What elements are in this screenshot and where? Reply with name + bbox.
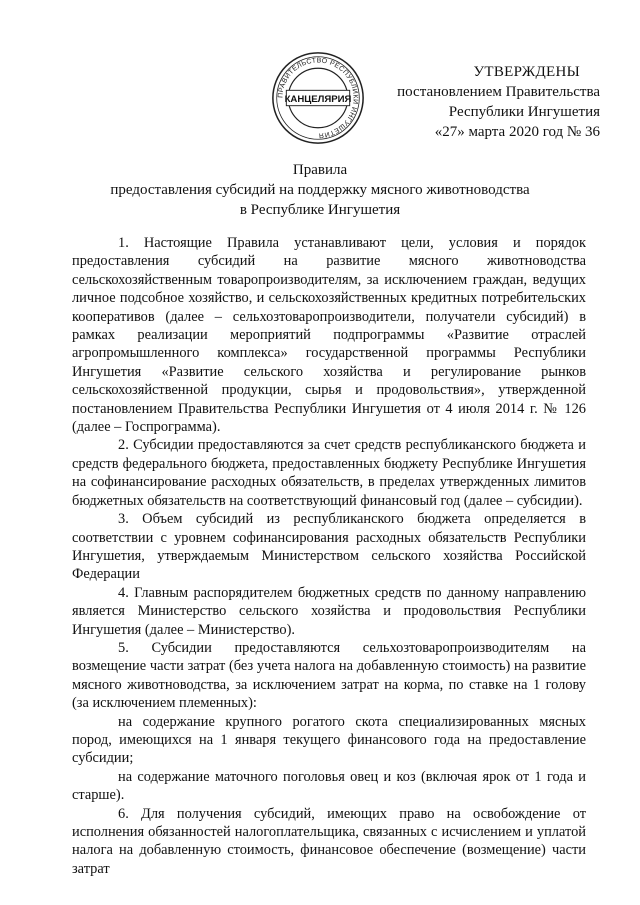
title-line: в Республике Ингушетия: [239, 202, 401, 218]
paragraph-5-item-cattle: на содержание крупного рогатого скота специализированных мясных пород, имеющихся на 1 января текущего финансового года на предоставление субсидии;: [72, 713, 586, 767]
paragraph-4: 4. Главным распорядителем бюджетных средств по данному направлению является Министерство сельского хозяйства и продовольствия Республики Ингушетия (далее – Министерство).: [72, 584, 586, 638]
title-line: Правила: [292, 162, 348, 178]
paragraph-2: 2. Субсидии предоставляются за счет средств республиканского бюджета и средств федерального бюджета, предоставленных бюджету Республике Ингушетия на софинансирование расходных обязательств, в пределах утвержденных лимитов бюджетных обязательств на соответствующий финансовый год (далее – субсидии).: [72, 437, 586, 509]
paragraph-5-item-sheep: на содержание маточного поголовья овец и коз (включая ярок от 1 года и старше).: [72, 768, 586, 804]
paragraph-6: 6. Для получения субсидий, имеющих право на освобождение от исполнения обязанностей налогоплательщика, связанных с исчислением и уплатой налога на добавленную стоимость, финансовое обеспечение (возмещение) части затрат: [72, 805, 586, 877]
approval-line: постановлением Правительства: [397, 84, 600, 100]
document-body: [72, 234, 586, 878]
paragraph-5: 5. Субсидии предоставляются сельхозтоваропроизводителям на возмещение части затрат (без учета налога на добавленную стоимость) на развитие мясного животноводства, за исключением затрат на корма, по ставке на 1 голову (за исключением племенных):: [72, 639, 586, 712]
document-title: [70, 160, 570, 220]
approval-block: [360, 62, 600, 142]
paragraph-1: 1. Настоящие Правила устанавливают цели, условия и порядок предоставления субсидий на развитие мясного животноводства сельскохозяйственным товаропроизводителям, за исключением граждан, ведущих личное подсобное хозяйство, и сельскохозяйственных кредитных потребительских кооперативов (далее – сельхозтоваропроизводители, получатели субсидий) в рамках реализации мероприятий подпрограммы «Развитие отраслей агропромышленного комплекса» государственной программы Республики Ингушетия «Развитие сельского хозяйства и регулирование рынков сельскохозяйственной продукции, сырья и продовольствия», утвержденной постановлением Правительства Республики Ингушетия от 4 июля 2014 г. № 126 (далее – Госпрограмма).: [72, 235, 586, 436]
approval-heading: УТВЕРЖДЕНЫ: [473, 64, 580, 80]
approval-date: «27» марта 2020 год № 36: [434, 124, 600, 140]
paragraph-3: 3. Объем субсидий из республиканского бюджета определяется в соответствии с уровнем софинансирования расходных обязательств Республики Ингушетия, утверждаемым Министерством сельского хозяйства Российской Федерации: [72, 511, 586, 583]
seal-ring-text: ПРАВИТЕЛЬСТВО РЕСПУБЛИКИ ИНГУШЕТИЯ: [277, 57, 359, 139]
seal-center-text: КАНЦЕЛЯРИЯ: [284, 93, 352, 105]
official-seal-stamp: [270, 50, 366, 146]
title-line: предоставления субсидий на поддержку мясного животноводства: [110, 182, 530, 198]
approval-line: Республики Ингушетия: [448, 104, 600, 120]
